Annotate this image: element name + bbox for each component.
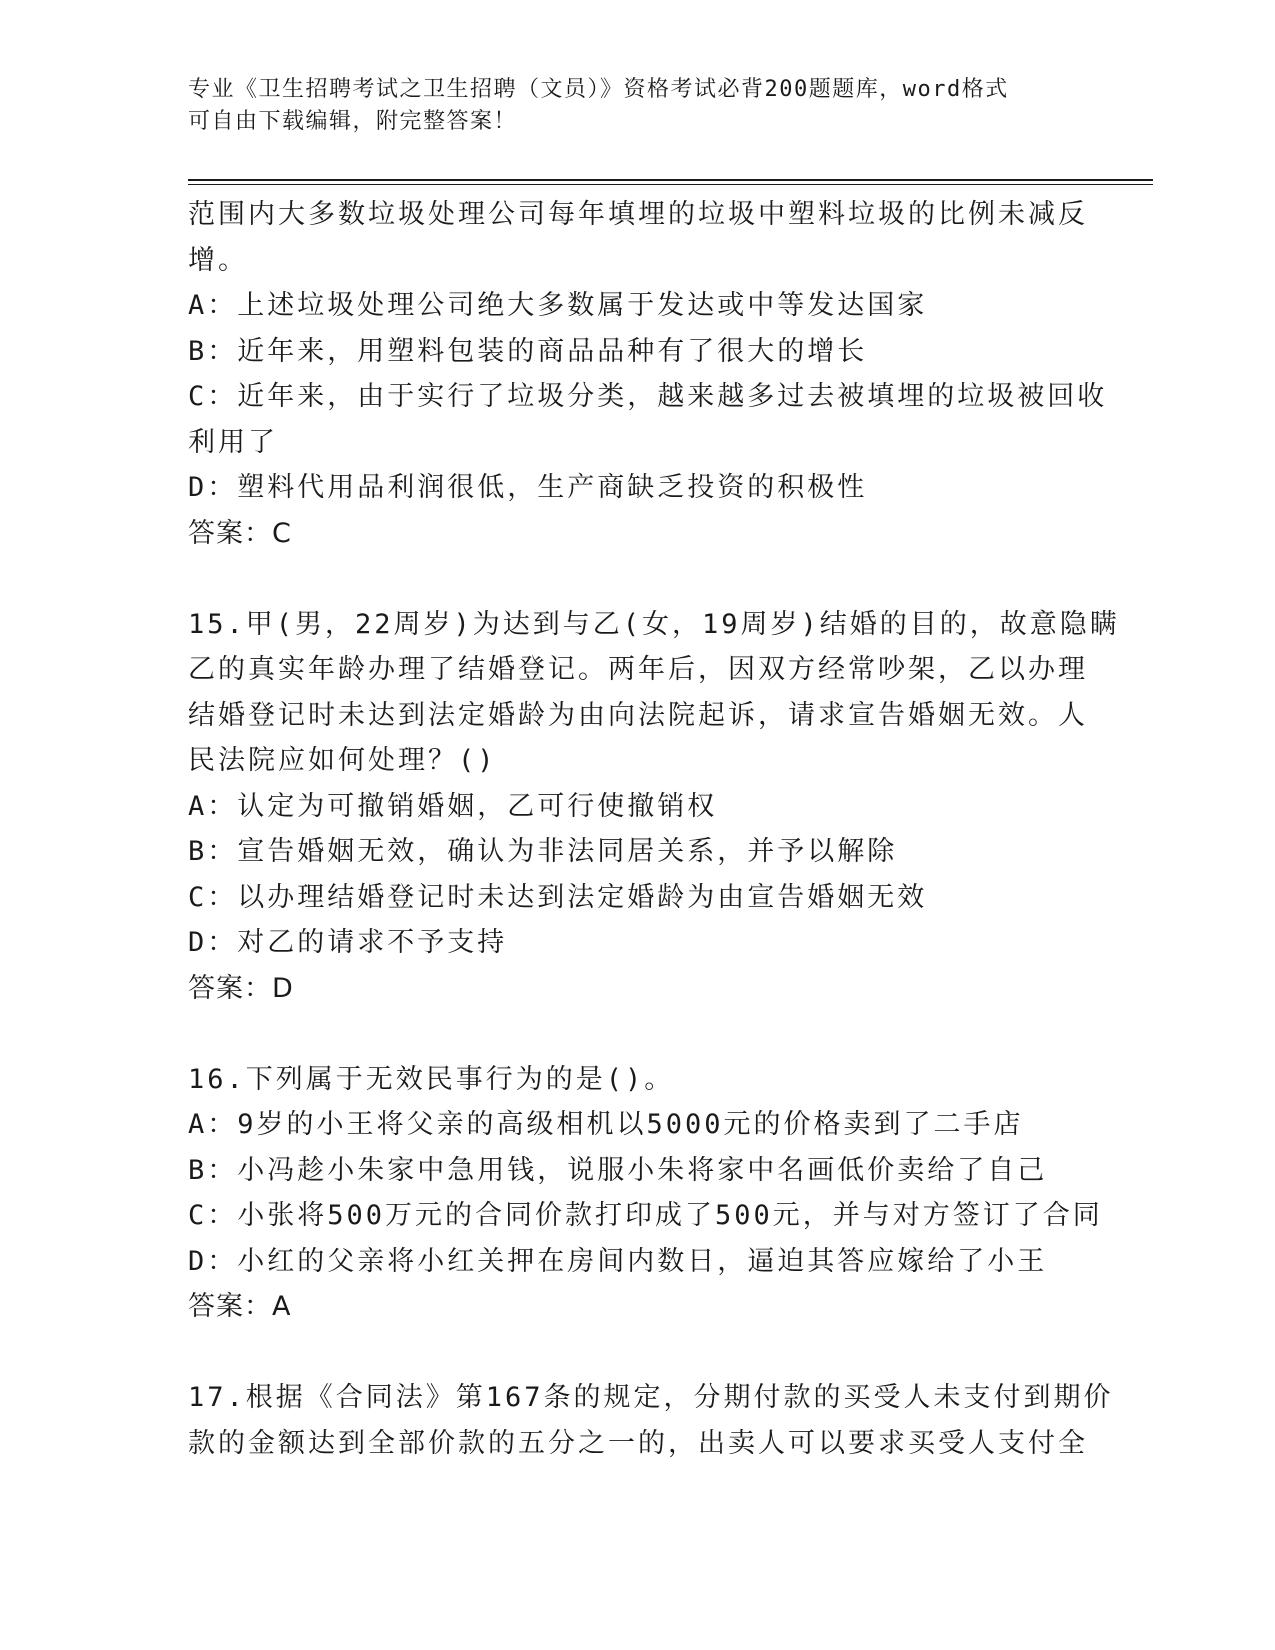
question-spacer	[188, 1330, 1088, 1376]
answer-line: 答案：D	[188, 972, 294, 1004]
question-stem-line: 民法院应如何处理？()	[188, 745, 497, 776]
header-title-line-2: 可自由下载编辑，附完整答案！	[188, 109, 518, 134]
option-b: B：宣告婚姻无效，确认为非法同居关系，并予以解除	[188, 836, 898, 867]
question-14	[188, 192, 1108, 556]
option-c-continued: 利用了	[188, 426, 278, 458]
question-stem-line: 17.根据《合同法》第167条的规定，分期付款的买受人未支付到期价	[188, 1382, 1114, 1413]
question-spacer	[188, 1011, 1088, 1057]
answer-line: 答案：A	[188, 1291, 292, 1322]
answer-line: 答案：C	[188, 517, 292, 549]
document-header	[188, 74, 1088, 138]
option-a: A：9岁的小王将父亲的高级相机以5000元的价格卖到了二手店	[188, 1109, 1024, 1140]
question-spacer	[188, 556, 1088, 602]
option-a: A：认定为可撤销婚姻，乙可行使撤销权	[188, 790, 718, 822]
question-stem-line: 范围内大多数垃圾处理公司每年填埋的垃圾中塑料垃圾的比例未减反	[188, 199, 1088, 230]
header-title-line-1: 专业《卫生招聘考试之卫生招聘（文员）》资格考试必背200题题库，word格式	[188, 77, 1009, 102]
question-stem-line: 增。	[188, 244, 248, 276]
option-c: C：以办理结婚登记时未达到法定婚龄为由宣告婚姻无效	[188, 881, 928, 913]
question-list	[188, 192, 1120, 1466]
option-c: C：近年来，由于实行了垃圾分类，越来越多过去被填埋的垃圾被回收	[188, 381, 1108, 412]
question-15	[188, 602, 1120, 1012]
option-d: D：小红的父亲将小红关押在房间内数日，逼迫其答应嫁给了小王	[188, 1245, 1048, 1277]
header-divider-thick	[188, 179, 1153, 181]
option-b: B：小冯趁小朱家中急用钱，说服小朱将家中名画低价卖给了自己	[188, 1154, 1048, 1186]
header-divider-thin	[188, 184, 1153, 185]
question-16	[188, 1057, 1103, 1330]
option-d: D：对乙的请求不予支持	[188, 927, 508, 958]
question-17	[188, 1375, 1114, 1466]
question-stem-line: 16.下列属于无效民事行为的是()。	[188, 1063, 675, 1095]
option-b: B：近年来，用塑料包装的商品品种有了很大的增长	[188, 335, 868, 367]
question-stem-line: 乙的真实年龄办理了结婚登记。两年后，因双方经常吵架，乙以办理	[188, 654, 1088, 685]
option-a: A：上述垃圾处理公司绝大多数属于发达或中等发达国家	[188, 290, 928, 321]
option-d: D：塑料代用品利润很低，生产商缺乏投资的积极性	[188, 472, 868, 503]
option-c: C：小张将500万元的合同价款打印成了500元，并与对方签订了合同	[188, 1200, 1103, 1231]
question-stem-line: 15.甲(男，22周岁)为达到与乙(女，19周岁)结婚的目的，故意隐瞒	[188, 608, 1120, 640]
question-stem-line: 款的金额达到全部价款的五分之一的，出卖人可以要求买受人支付全	[188, 1427, 1088, 1459]
question-stem-line: 结婚登记时未达到法定婚龄为由向法院起诉，请求宣告婚姻无效。人	[188, 699, 1088, 731]
